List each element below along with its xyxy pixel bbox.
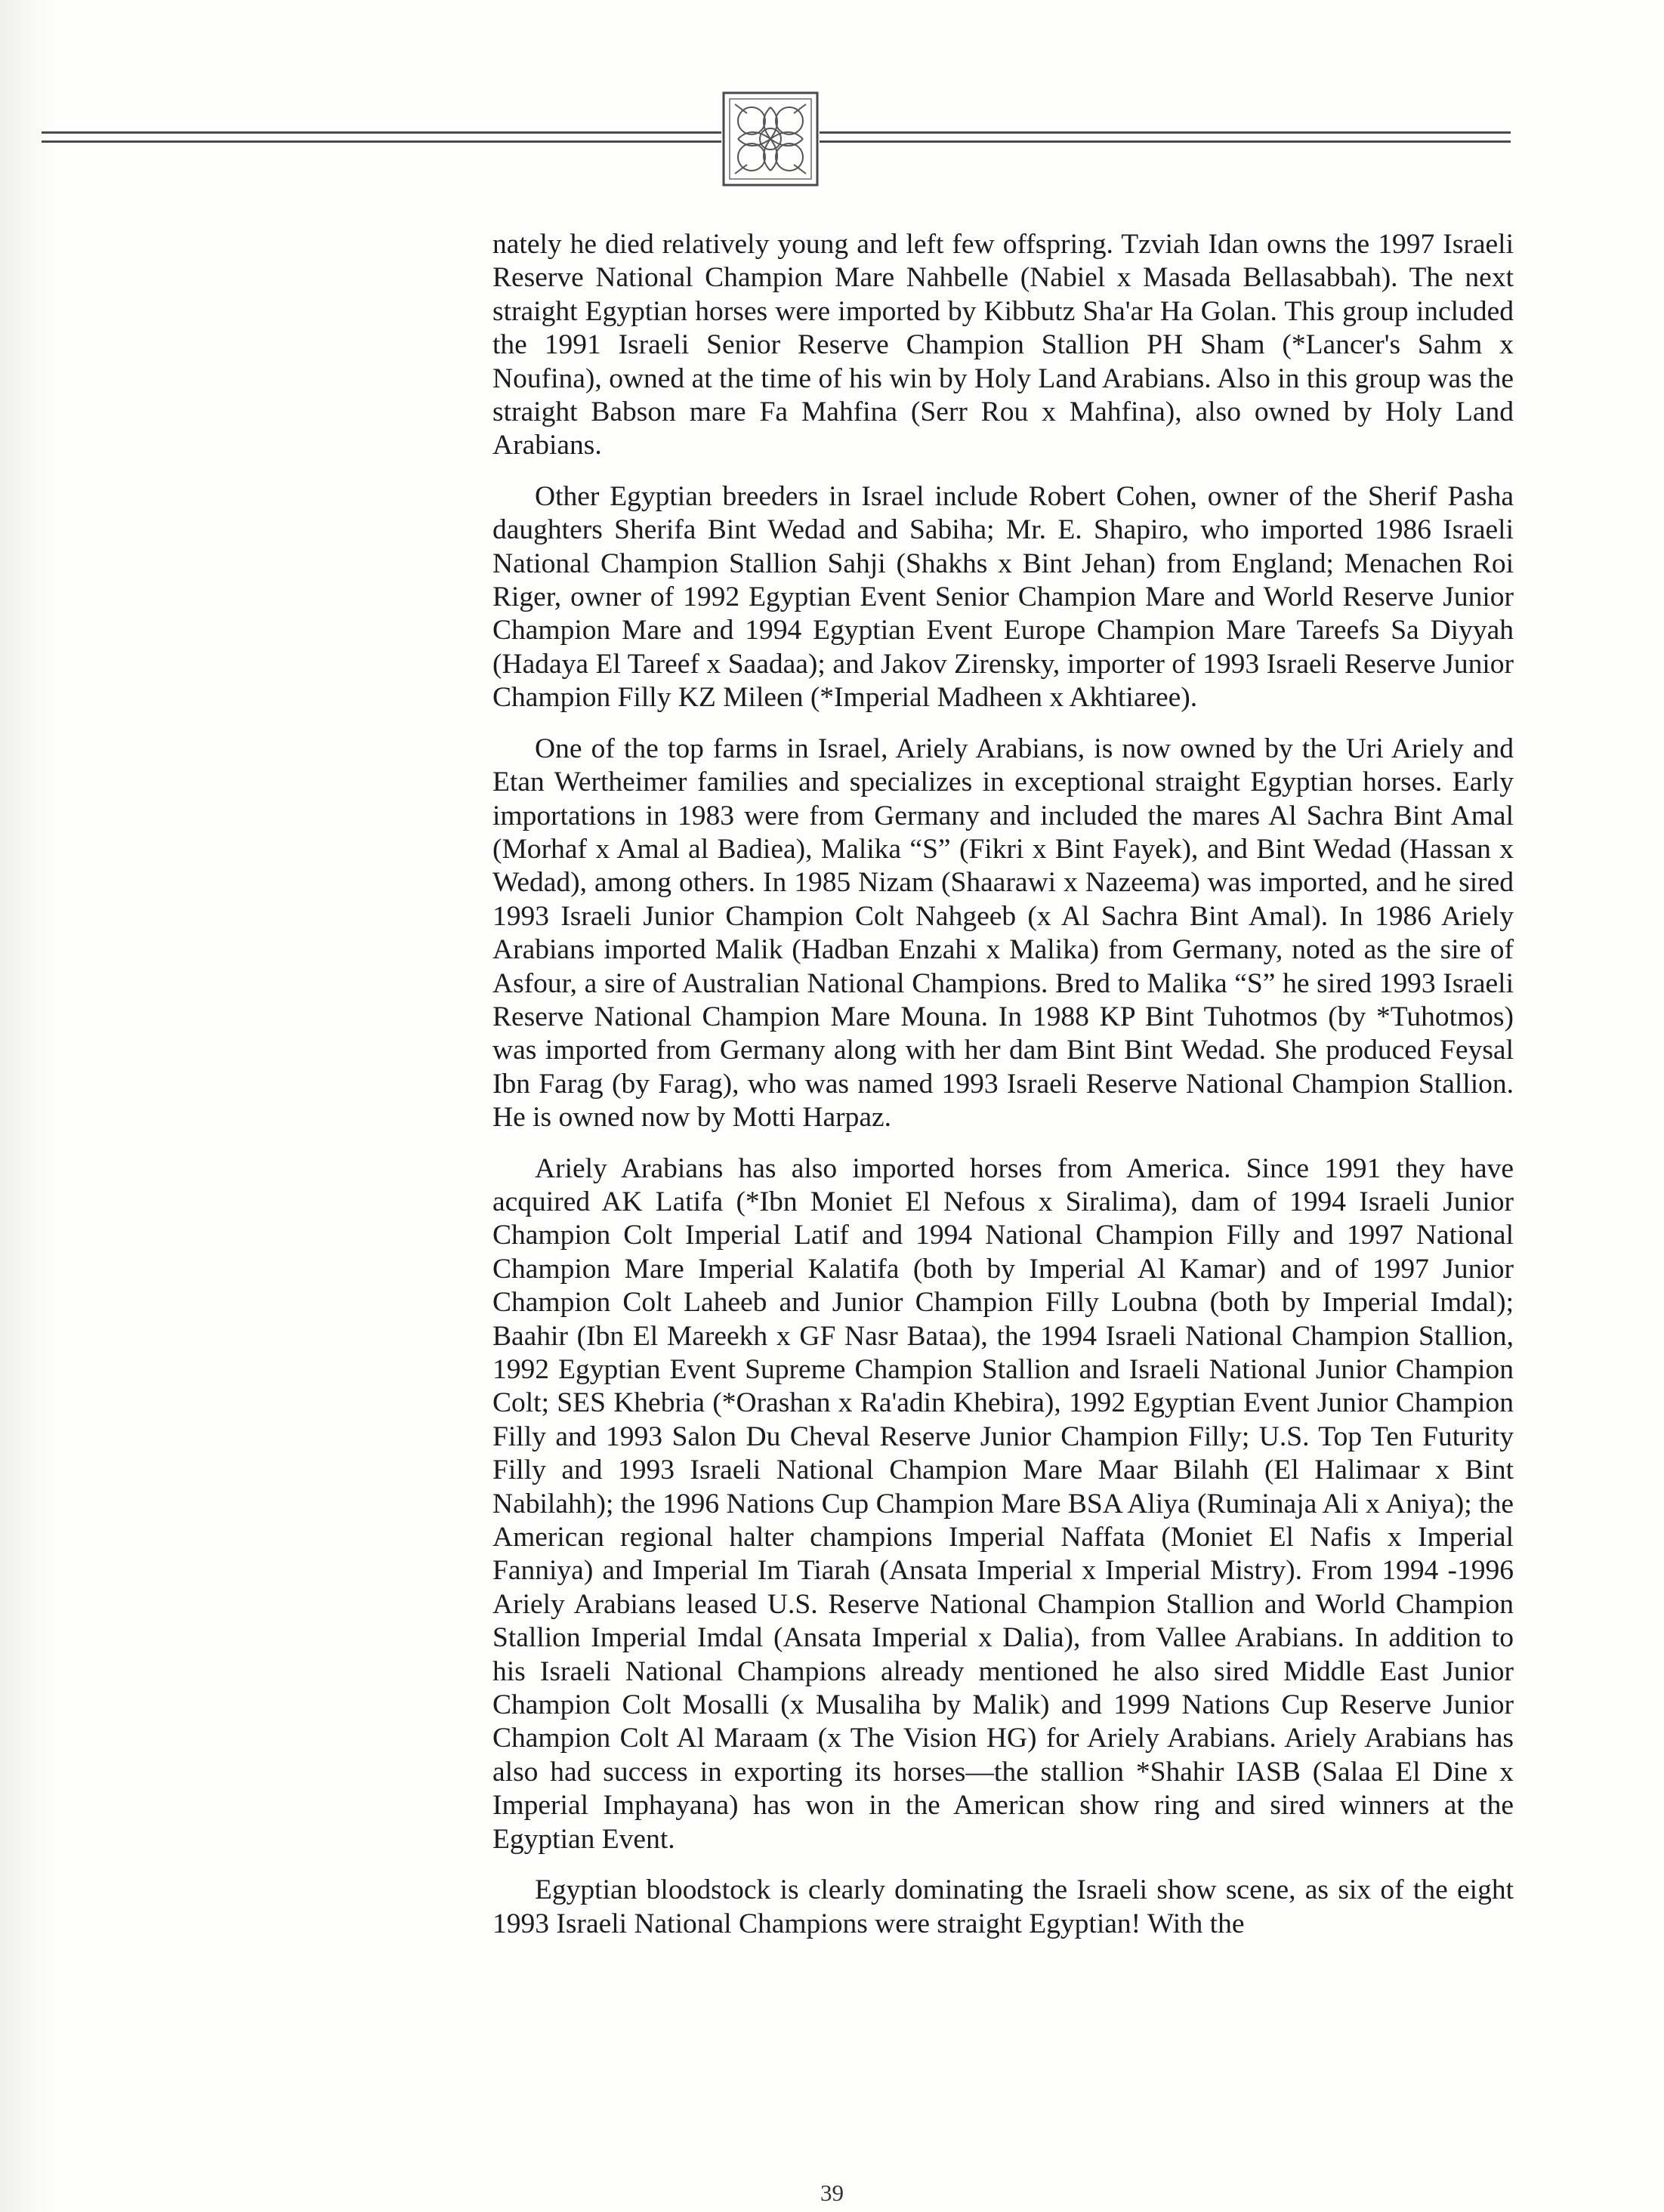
paragraph-american-imports: Ariely Arabians has also imported horses from America. Since 1991 they have acquired AK Latifa (*Ibn Moniet El Nefous x Siralima), dam of 1994 Israeli Junior Champion Colt Imperial Latif and 1994 National Champion Filly and 1997 National Champion Mare Imperial Kalatifa (both by Imperial Al Kamar) and of 1997 Junior Champion Colt Laheeb and Junior Champion Filly Loubna (both by Imperial Imdal); Baahir (Ibn El Mareekh x GF Nasr Bataa), the 1994 Israeli National Champion Stallion, 1992 Egyptian Event Supreme Champion Stallion and Israeli National Junior Champion Colt; SES Khebria (*Orashan x Ra'adin Khebira), 1992 Egyptian Event Junior Champion Filly and 1993 Salon Du Cheval Reserve Junior Champion Filly; U.S. Top Ten Futurity Filly and 1993 Israeli National Champion Mare Maar Bilahh (El Halimaar x Bint Nabilahh); the 1996 Nations Cup Champion Mare BSA Aliya (Ruminaja Ali x Aniya); the American regional halter champions Imperial Naffata (Moniet El Nafis x Imperial Fanniya) and Imperial Im Tiarah (Ansata Imperial x Imperial Mistry). From 1994 -1996 Ariely Arabians leased U.S. Reserve National Champion Stallion and World Champion Stallion Imperial Imdal (Ansata Imperial x Dalia), from Vallee Arabians. In addition to his Israeli National Champions already mentioned he also sired Middle East Junior Champion Colt Mosalli (x Musaliha by Malik) and 1999 Nations Cup Reserve Junior Champion Colt Al Maraam (x The Vision HG) for Ariely Arabians. Ariely Arabians has also had success in exporting its horses—the stallion *Shahir IASB (Salaa El Dine x Imperial Imphayana) has won in the American show ring and sired winners at the Egyptian Event. [492, 1152, 1514, 1855]
celtic-knot-ornament-icon [721, 91, 820, 187]
paragraph-other-breeders: Other Egyptian breeders in Israel include Robert Cohen, owner of the Sherif Pasha daughters Sherifa Bint Wedad and Sabiha; Mr. E. Shapiro, who imported 1986 Israeli National Champion Stallion Sahji (Shakhs x Bint Jehan) from England; Menachen Roi Riger, owner of 1992 Egyptian Event Senior Champion Mare and World Reserve Junior Champion Mare and 1994 Egyptian Event Europe Champion Mare Tareefs Sa Diyyah (Hadaya El Tareef x Saadaa); and Jakov Zirensky, importer of 1993 Israeli Reserve Junior Champion Filly KZ Mileen (*Imperial Madheen x Akhtiaree). [492, 480, 1514, 714]
paragraph-continued: nately he died relatively young and left few offspring. Tzviah Idan owns the 1997 Israeli Reserve National Champion Mare Nahbelle (Nabiel x Masada Bellasabbah). The next straight Egyptian horses were imported by Kibbutz Sha'ar Ha Golan. This group included the 1991 Israeli Senior Reserve Champion Stallion PH Sham (*Lancer's Sahm x Noufina), owned at the time of his win by Holy Land Arabians. Also in this group was the straight Babson mare Fa Mahfina (Serr Rou x Mahfina), also owned by Holy Land Arabians. [492, 229, 1514, 461]
ornament-graphic [721, 91, 820, 187]
page-gutter-shadow [0, 0, 53, 2212]
page-number: 39 [820, 2180, 844, 2206]
paragraph-show-scene: Egyptian bloodstock is clearly dominating the Israeli show scene, as six of the eight 1993 Israeli National Champions were straight Egyptian! With the [492, 1874, 1514, 1939]
article-body [492, 228, 1514, 1958]
paragraph-ariely-arabians: One of the top farms in Israel, Ariely Arabians, is now owned by the Uri Ariely and Etan Wertheimer families and specializes in exceptional straight Egyptian horses. Early importations in 1983 were from Germany and included the mares Al Sachra Bint Amal (Morhaf x Amal al Badiea), Malika “S” (Fikri x Bint Fayek), and Bint Wedad (Hassan x Wedad), among others. In 1985 Nizam (Shaarawi x Nazeema) was imported, and he sired 1993 Israeli Junior Champion Colt Nahgeeb (x Al Sachra Bint Amal). In 1986 Ariely Arabians imported Malik (Hadban Enzahi x Malika) from Germany, noted as the sire of Asfour, a sire of Australian National Champions. Bred to Malika “S” he sired 1993 Israeli Reserve National Champion Mare Mouna. In 1988 KP Bint Tuhotmos (by *Tuhotmos) was imported from Germany along with her dam Bint Bint Wedad. She produced Feysal Ibn Farag (by Farag), who was named 1993 Israeli Reserve National Champion Stallion. He is owned now by Motti Harpaz. [492, 733, 1514, 1134]
